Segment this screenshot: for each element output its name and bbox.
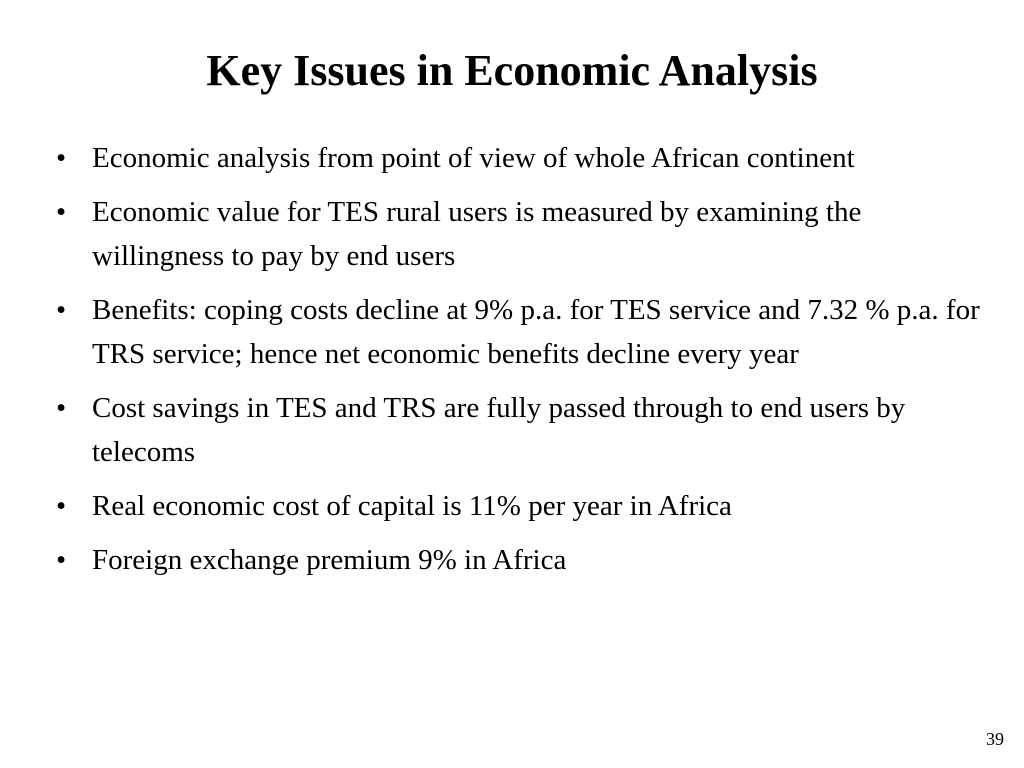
bullet-marker: • — [56, 294, 67, 326]
bullet-item — [56, 288, 996, 376]
bullet-item — [56, 190, 996, 278]
bullet-list — [56, 136, 996, 592]
bullet-item — [56, 538, 996, 582]
bullet-marker: • — [56, 142, 67, 174]
slide-number: 39 — [986, 729, 1004, 749]
bullet-marker: • — [56, 490, 67, 522]
bullet-marker: • — [56, 196, 67, 228]
bullet-text: Economic value for TES rural users is measured by examining the willingness to pay by end users — [92, 196, 862, 272]
bullet-text: Cost savings in TES and TRS are fully passed through to end users by telecoms — [92, 392, 906, 468]
bullet-text: Economic analysis from point of view of whole African continent — [92, 142, 855, 174]
bullet-item — [56, 136, 996, 180]
bullet-item — [56, 484, 996, 528]
bullet-marker: • — [56, 544, 67, 576]
bullet-text: Benefits: coping costs decline at 9% p.a. for TES service and 7.32 % p.a. for TRS service; hence net economic benefits decline every year — [92, 294, 980, 370]
bullet-marker: • — [56, 392, 67, 424]
bullet-item — [56, 386, 996, 474]
bullet-text: Foreign exchange premium 9% in Africa — [92, 544, 567, 576]
slide-title: Key Issues in Economic Analysis — [206, 46, 818, 95]
bullet-text: Real economic cost of capital is 11% per year in Africa — [92, 490, 732, 522]
